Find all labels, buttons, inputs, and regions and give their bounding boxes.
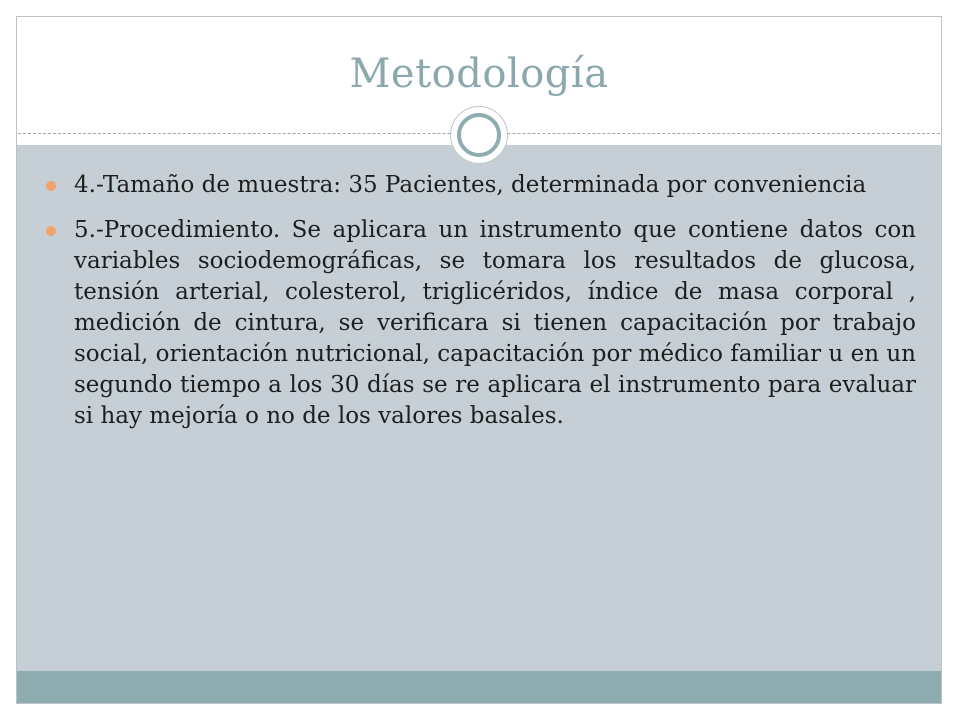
bullet-text: 4.-Tamaño de muestra: 35 Pacientes, determinada por conveniencia [74, 172, 867, 198]
circle-ring-inner [457, 113, 501, 157]
bullet-item-procedure [46, 215, 916, 432]
bullet-text: 5.-Procedimiento. Se aplicara un instrumento que contiene datos con variables sociodemográficas, se tomara los resultados de glucosa, tensión arterial, colesterol, triglicéridos, índice de masa corporal , medición de cintura, se verificara si tienen capacitación por trabajo social, orientación nutricional, capacitación por médico familiar u en un segundo tiempo a los 30 días se re aplicara el instrumento para evaluar si hay mejoría o no de los valores basales. [74, 217, 916, 429]
circle-ring-icon [451, 107, 507, 163]
footer-band [17, 671, 941, 703]
bullet-dot-icon [46, 226, 56, 236]
bullet-list [46, 170, 916, 446]
slide-title: Metodología [349, 51, 609, 97]
bullet-item-sample-size [46, 170, 916, 201]
bullet-dot-icon [46, 181, 56, 191]
